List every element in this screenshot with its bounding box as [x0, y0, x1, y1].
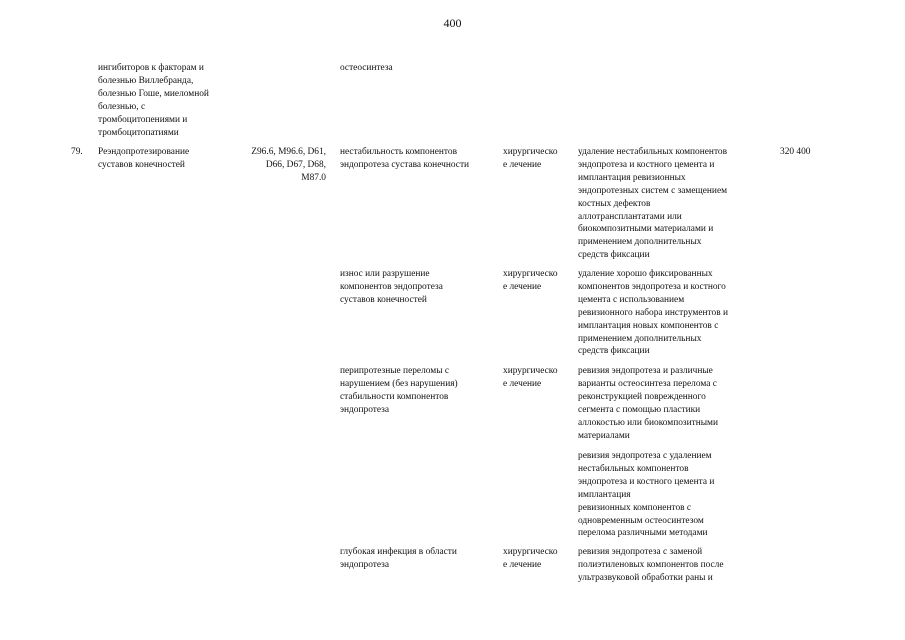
carryover-conditions: ингибиторов к факторам и болезнью Виллебранда, болезнью Гоше, миеломной болезнью, с тромбоцитопениями и тромбоцитопатиями	[98, 63, 209, 138]
treatment-type-2: хирургическо е лечение	[503, 269, 558, 292]
page-number: 400	[443, 16, 462, 30]
price: 320 400	[780, 147, 811, 157]
carryover-model: остеосинтеза	[340, 63, 393, 73]
row-number: 79.	[71, 147, 83, 157]
patient-model-5: глубокая инфекция в области эндопротеза	[340, 547, 457, 570]
treatment-type-5: хирургическо е лечение	[503, 547, 558, 570]
treatment-method-5: ревизия эндопротеза с заменой полиэтиленовых компонентов после ультразвуковой обработки раны и	[578, 547, 724, 583]
patient-model-1: нестабильность компонентов эндопротеза сустава конечности	[340, 147, 470, 170]
patient-model-3: перипротезные переломы с нарушением (без нарушения) стабильности компонентов эндопротеза	[340, 366, 458, 415]
icd-codes: Z96.6, M96.6, D61, D66, D67, D68, M87.0	[251, 147, 326, 183]
treatment-type-3: хирургическо е лечение	[503, 366, 558, 389]
treatment-method-1: удаление нестабильных компонентов эндопротеза и костного цемента и имплантация ревизионных эндопротезных систем с замещением костных дефектов аллотрансплантатами или биокомпозитными материалами и применением дополнительных средств фиксации	[578, 147, 728, 261]
patient-model-2: износ или разрушение компонентов эндопротеза суставов конечностей	[340, 269, 443, 305]
treatment-method-4: ревизия эндопротеза с удалением нестабильных компонентов эндопротеза и костного цемента и имплантация ревизионных компонентов с одновременным остеосинтезом перелома различными методами	[578, 451, 715, 539]
treatment-method-2: удаление хорошо фиксированных компонентов эндопротеза и костного цемента с использованием ревизионного набора инструментов и имплантация новых компонентов с применением дополнительных средств фиксации	[578, 269, 728, 357]
procedure-name: Реэндопротезирование суставов конечностей	[98, 147, 190, 170]
treatment-type-1: хирургическо е лечение	[503, 147, 558, 170]
treatment-method-3: ревизия эндопротеза и различные варианты остеосинтеза перелома с реконструкцией поврежденного сегмента с помощью пластики аллокостью или биокомпозитными материалами	[578, 366, 719, 441]
